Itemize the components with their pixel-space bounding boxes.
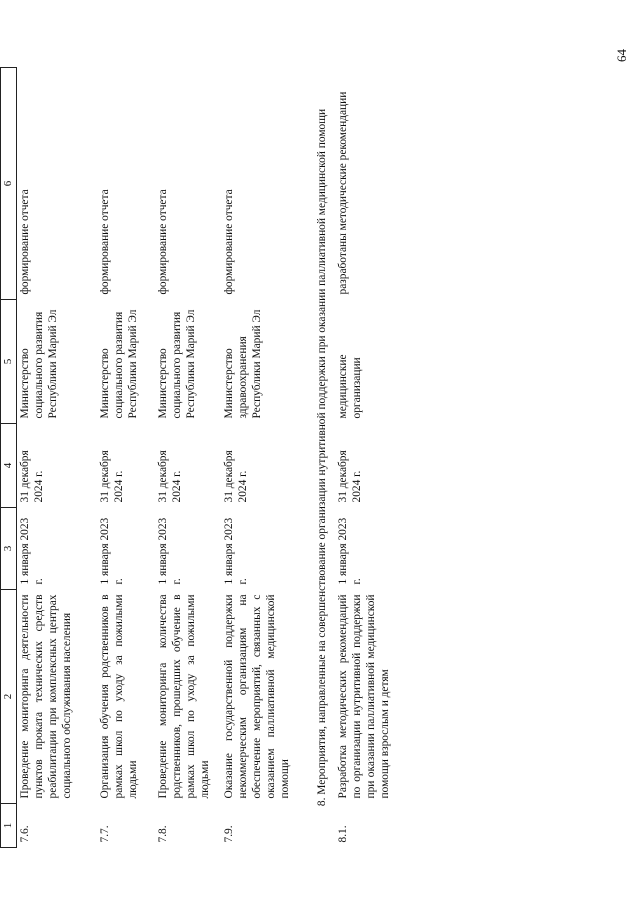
result-cell: формирование отчета bbox=[157, 189, 170, 295]
result-cell: разработаны методические рекомендации bbox=[337, 91, 350, 295]
end-date-cell: 31 декабря 2024 г. bbox=[99, 450, 126, 503]
row-number: 8.1. bbox=[337, 825, 350, 843]
executor-cell: Министерство социального развития Республики Марий Эл bbox=[19, 309, 60, 419]
table-row bbox=[155, 68, 221, 848]
end-date-cell: 31 декабря 2024 г. bbox=[223, 450, 250, 503]
row-number: 7.6. bbox=[19, 825, 32, 843]
table-row bbox=[335, 68, 419, 848]
activity-cell: Проведение мониторинга количества родственников, прошедших обучение в рамках школ по уходу за пожилыми людьми bbox=[157, 594, 212, 799]
section-heading-row bbox=[311, 68, 335, 848]
executor-cell: Министерство социального развития Республики Марий Эл bbox=[99, 309, 140, 419]
result-cell: формирование отчета bbox=[19, 189, 32, 295]
header-col-6: 6 bbox=[1, 68, 17, 300]
start-date-cell: 1 января 2023 г. bbox=[223, 517, 250, 585]
start-date-cell: 1 января 2023 г. bbox=[19, 517, 46, 585]
header-col-3: 3 bbox=[1, 508, 17, 590]
result-cell: формирование отчета bbox=[223, 189, 236, 295]
table-row bbox=[221, 68, 311, 848]
header-col-1: 1 bbox=[1, 804, 17, 848]
page-number: 64 bbox=[614, 49, 629, 62]
result-cell: формирование отчета bbox=[99, 189, 112, 295]
row-number: 7.8. bbox=[157, 825, 170, 843]
row-number: 7.9. bbox=[223, 825, 236, 843]
table-row bbox=[97, 68, 155, 848]
activity-cell: Организация обучения родственников в рамках школ по уходу за пожилыми людьми bbox=[99, 594, 140, 799]
start-date-cell: 1 января 2023 г. bbox=[157, 517, 184, 585]
header-col-4: 4 bbox=[1, 424, 17, 508]
start-date-cell: 1 января 2023 г. bbox=[99, 517, 126, 585]
table-row bbox=[17, 68, 98, 848]
header-col-2: 2 bbox=[1, 590, 17, 804]
activity-cell: Разработка методических рекомендаций по организации нутритивной поддержки при оказании паллиативной медицинской помощи взрослым и детям bbox=[337, 594, 392, 799]
end-date-cell: 31 декабря 2024 г. bbox=[337, 450, 364, 503]
executor-cell: медицинские организации bbox=[337, 354, 364, 419]
start-date-cell: 1 января 2023 г. bbox=[337, 517, 364, 585]
rotated-table-container bbox=[0, 68, 419, 848]
section-8-title: 8. Мероприятия, направленные на совершенствование организации нутритивной поддержки при оказании паллиативной медицинской помощи bbox=[316, 108, 329, 807]
executor-cell: Министерство здравоохранения Республики Марий Эл bbox=[223, 309, 264, 419]
end-date-cell: 31 декабря 2024 г. bbox=[19, 450, 46, 503]
activity-cell: Проведение мониторинга деятельности пунктов проката технических средств реабилитации при комплексных центрах социального обслуживания населения bbox=[19, 594, 74, 799]
activity-cell: Оказание государственной поддержки некоммерческим организациям на обеспечение мероприятий, связанных с оказанием паллиативной медицинской помощи bbox=[223, 594, 292, 799]
executor-cell: Министерство социального развития Республики Марий Эл bbox=[157, 309, 198, 419]
activities-table bbox=[0, 67, 419, 848]
table-header-row bbox=[1, 68, 17, 848]
row-number: 7.7. bbox=[99, 825, 112, 843]
end-date-cell: 31 декабря 2024 г. bbox=[157, 450, 184, 503]
header-col-5: 5 bbox=[1, 300, 17, 424]
